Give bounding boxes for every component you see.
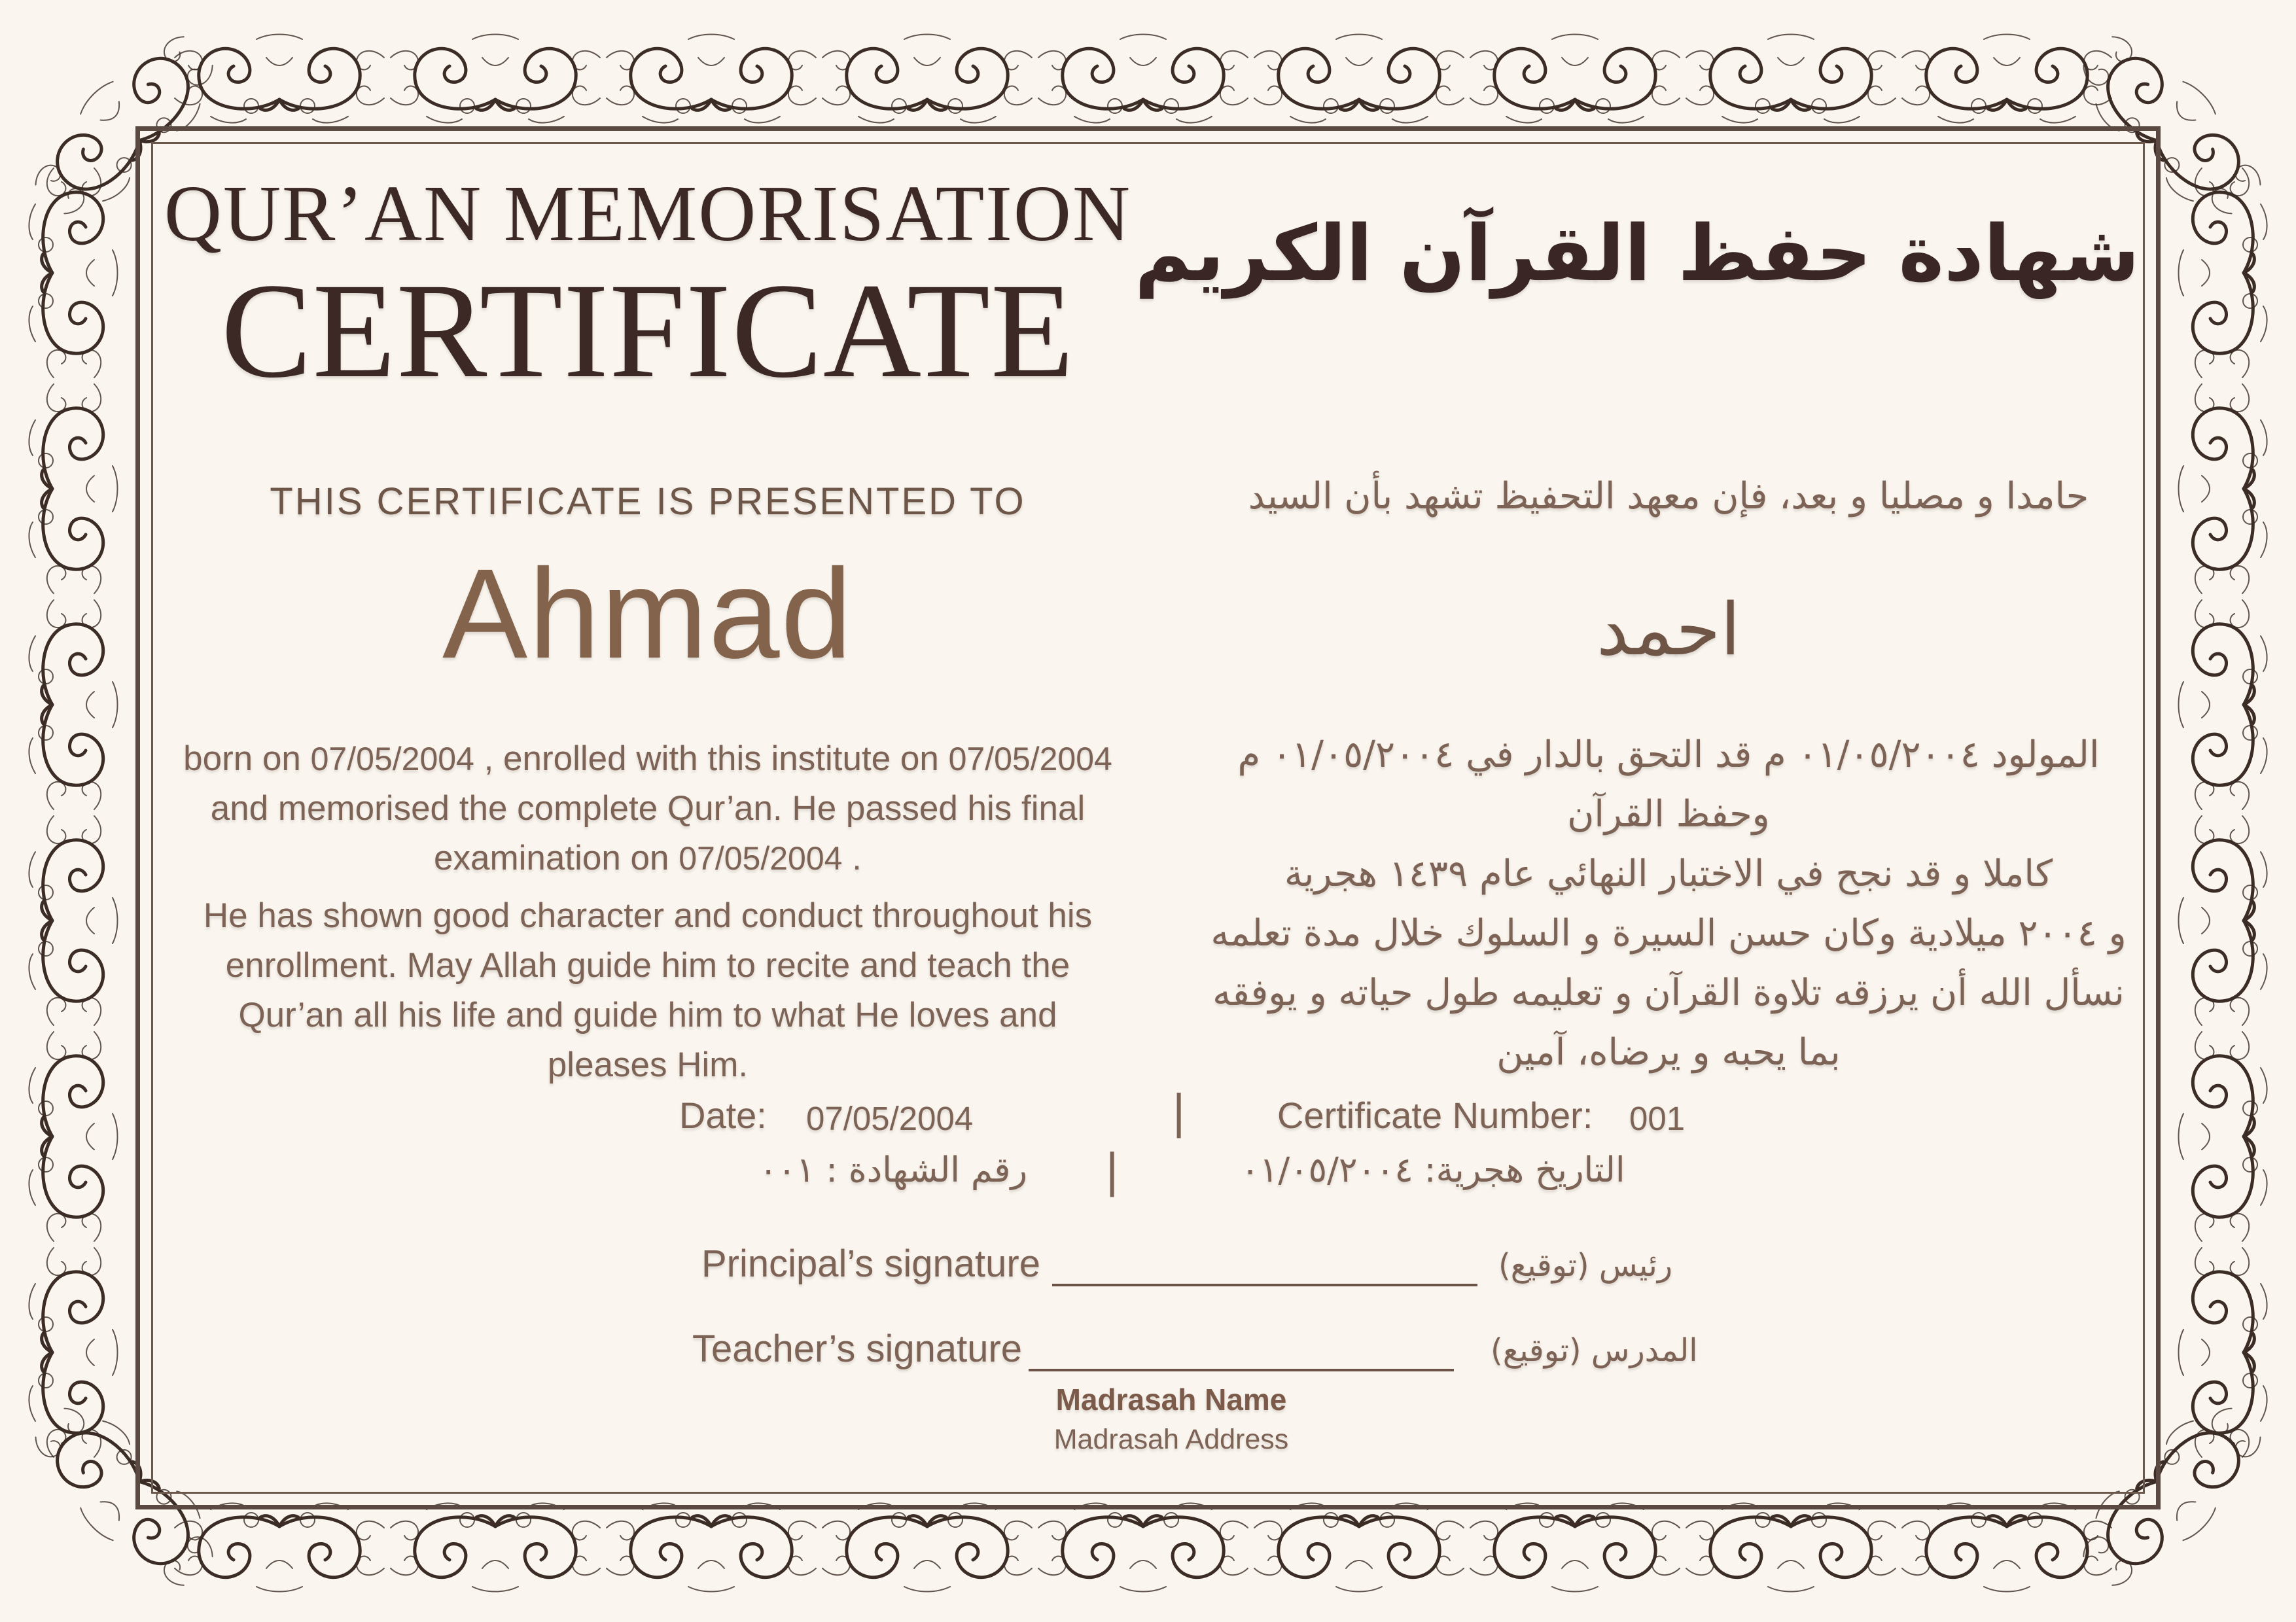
arabic-row-separator: | (1106, 1143, 1119, 1197)
date-value: 07/05/2004 (806, 1100, 974, 1137)
hijri-date-arabic: التاريخ هجرية: ٠١/٠٥/٢٠٠٤ (1241, 1150, 1625, 1190)
certificate-number-label: Certificate Number: (1277, 1095, 1593, 1136)
title-english-line1: QUR’AN MEMORISATION (164, 169, 1132, 258)
title-arabic: شهادة حفظ القرآن الكريم (1135, 208, 2140, 298)
principal-signature-line (1052, 1284, 1477, 1286)
teacher-signature-label-arabic: المدرس (توقيع) (1491, 1332, 1698, 1369)
arabic-line-2: كاملا و قد نجح في الاختبار النهائي عام ١٤٣٩ هجرية (1284, 853, 2053, 895)
arabic-line-4: نسأل الله أن يرزقه تلاوة القرآن و تعليمه طول حياته و يوفقه (1212, 972, 2125, 1014)
body-paragraph-arabic (1197, 725, 2140, 1082)
principal-signature-label-arabic: رئيس (توقيع) (1498, 1247, 1673, 1284)
arabic-line-5: بما يحبه و يرضاه، آمين (1496, 1031, 1841, 1074)
arabic-line-1: المولود ٠١/٠٥/٢٠٠٤ م قد التحق بالدار في ٠١/٠٥/٢٠٠٤ م وحفظ القرآن (1237, 733, 2100, 836)
teacher-signature-label: Teacher’s signature (692, 1328, 1023, 1370)
student-name-arabic: احمد (1597, 588, 1740, 671)
examination-date-value: 07/05/2004 (679, 840, 843, 877)
arabic-line-3: و ٢٠٠٤ ميلادية وكان حسن السيرة و السلوك خلال مدة تعلمه (1210, 912, 2127, 955)
para1-seg3: and memorised the complete Qur’an. He passed his final examination on (210, 789, 1086, 877)
body-paragraph-2: He has shown good character and conduct throughout his enrollment. May Allah guide him to recite and teach the Qur’an all his life and guide him to what He loves and pleases Him. (203, 896, 1093, 1084)
certificate-number-arabic: رقم الشهادة : ٠٠١ (758, 1150, 1028, 1190)
birth-date-value: 07/05/2004 (310, 741, 474, 777)
title-english-line2: CERTIFICATE (221, 255, 1075, 406)
para1-seg1: born on (183, 739, 311, 778)
date-label: Date: (679, 1095, 767, 1136)
madrasah-address: Madrasah Address (1053, 1424, 1289, 1455)
certificate-number-value: 001 (1629, 1100, 1686, 1137)
body-paragraph-1 (177, 734, 1119, 883)
enrollment-date-value: 07/05/2004 (948, 741, 1112, 777)
principal-signature-label: Principal’s signature (701, 1243, 1040, 1285)
date-row-separator: | (1173, 1084, 1186, 1138)
para1-seg4: . (842, 839, 862, 877)
teacher-signature-line (1029, 1369, 1454, 1371)
title-english (164, 169, 1132, 406)
presented-to-label: THIS CERTIFICATE IS PRESENTED TO (270, 480, 1026, 523)
arabic-intro-line: حامدا و مصليا و بعد، فإن معهد التحفيظ تشهد بأن السيد (1248, 475, 2089, 518)
madrasah-name: Madrasah Name (1055, 1383, 1287, 1417)
para1-seg2: , enrolled with this institute on (474, 739, 949, 778)
student-name: Ahmad (442, 542, 853, 685)
